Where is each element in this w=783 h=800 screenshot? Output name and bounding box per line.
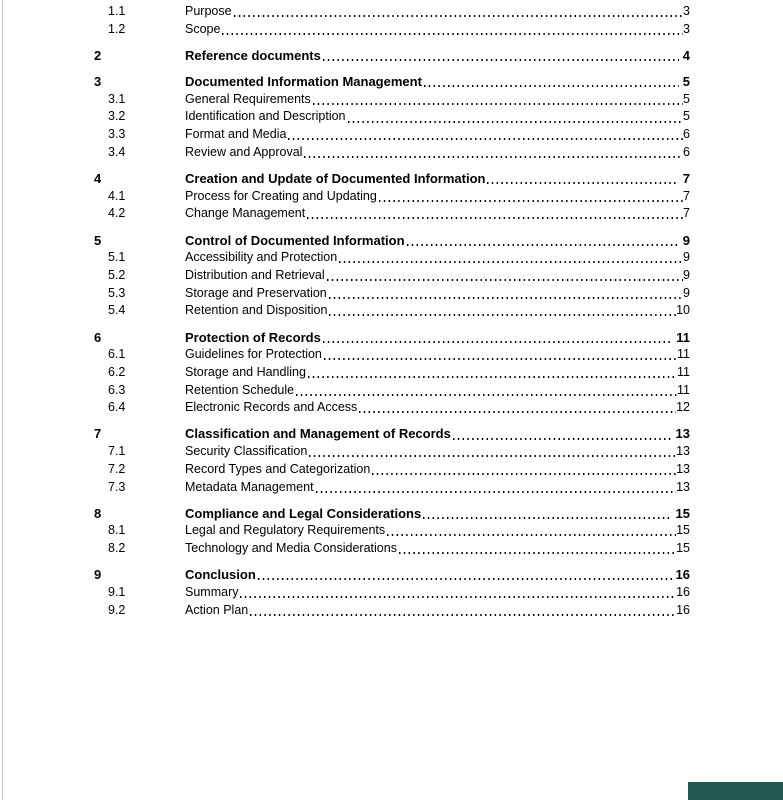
toc-entry[interactable]: [94, 267, 690, 285]
toc-entry-title: Conclusion: [185, 567, 256, 583]
toc-entry[interactable]: [94, 108, 690, 126]
toc-entry[interactable]: [94, 188, 690, 206]
toc-entry-page: 10: [676, 303, 690, 318]
toc-entry-title: Purpose: [185, 4, 232, 18]
dot-leader: [258, 569, 672, 583]
toc-entry[interactable]: [94, 170, 690, 188]
toc-entry-title: Identification and Description: [185, 109, 346, 124]
dot-leader: [234, 6, 683, 20]
toc-entry-number: 8.1: [108, 523, 126, 538]
toc-entry-page: 11: [676, 329, 690, 345]
toc-entry-number: 3: [94, 74, 102, 90]
toc-entry-number: 9.2: [108, 602, 126, 617]
corner-accent-block: [688, 782, 783, 800]
toc-entry-page: 11: [677, 382, 690, 397]
toc-entry[interactable]: [94, 329, 690, 347]
dot-leader: [359, 402, 676, 416]
dot-leader: [308, 367, 677, 381]
toc-entry-title: Scope: [185, 21, 221, 36]
toc-entry-page: 11: [677, 347, 690, 362]
toc-entry-title: Security Classification: [185, 444, 308, 459]
toc-entry-page: 12: [676, 400, 690, 415]
toc-entry-number: 7.3: [108, 479, 126, 494]
toc-entry-title: Metadata Management: [185, 479, 314, 494]
toc-entry-title: General Requirements: [185, 91, 311, 106]
toc-entry-number: 5: [94, 232, 102, 248]
toc-entry-title: Storage and Handling: [185, 364, 306, 379]
toc-entry-page: 9: [682, 232, 690, 248]
toc-entry-title: Record Types and Categorization: [185, 461, 371, 476]
toc-entry[interactable]: [94, 584, 690, 602]
toc-entry-number: 6.4: [108, 400, 126, 415]
toc-entry-number: 5.4: [108, 303, 126, 318]
dot-leader: [324, 349, 677, 363]
toc-entry[interactable]: [94, 249, 690, 267]
toc-entry-number: 5.1: [108, 250, 126, 265]
toc-entry[interactable]: [94, 91, 690, 109]
toc-entry[interactable]: [94, 443, 690, 461]
toc-entry-page: 3: [683, 4, 690, 18]
toc-entry-title: Classification and Management of Records: [185, 426, 451, 442]
toc-entry-title: Distribution and Retrieval: [185, 267, 325, 282]
toc-entry-page: 7: [683, 188, 690, 203]
toc-entry-page: 3: [683, 21, 690, 36]
dot-leader: [399, 543, 676, 557]
toc-entry-page: 15: [675, 505, 690, 521]
toc-entry-page: 16: [676, 584, 690, 599]
toc-entry[interactable]: [94, 505, 690, 523]
toc-entry[interactable]: [94, 47, 690, 65]
toc-entry-page: 5: [683, 91, 690, 106]
dot-leader: [424, 76, 679, 90]
toc-entry[interactable]: [94, 3, 690, 21]
toc-entry-page: 11: [677, 364, 690, 379]
toc-entry-number: 7.1: [108, 444, 126, 459]
toc-entry-title: Control of Documented Information: [185, 232, 405, 248]
dot-leader: [379, 190, 683, 204]
toc-entry-page: 9: [683, 267, 690, 282]
toc-entry[interactable]: [94, 461, 690, 479]
dot-leader: [288, 129, 683, 143]
toc-entry-title: Documented Information Management: [185, 74, 422, 90]
toc-entry-number: 4.1: [108, 188, 126, 203]
toc-entry-page: 13: [676, 461, 690, 476]
toc-entry-number: 1.2: [108, 21, 126, 36]
toc-entry[interactable]: [94, 522, 690, 540]
toc-entry-number: 3.1: [108, 91, 126, 106]
toc-entry-number: 9.1: [108, 584, 126, 599]
toc-entry[interactable]: [94, 566, 690, 584]
dot-leader: [329, 287, 683, 301]
toc-entry-page: 16: [675, 567, 690, 583]
toc-entry[interactable]: [94, 364, 690, 382]
toc-entry-title: Storage and Preservation: [185, 285, 327, 300]
dot-leader: [316, 481, 677, 495]
toc-entry-page: 6: [683, 144, 690, 159]
toc-entry-number: 5.2: [108, 267, 126, 282]
toc-entry[interactable]: [94, 425, 690, 443]
toc-entry-title: Summary: [185, 584, 239, 599]
toc-entry-page: 13: [675, 426, 690, 442]
toc-entry-title: Electronic Records and Access: [185, 400, 358, 415]
toc-entry-number: 3.3: [108, 127, 126, 142]
toc-entry-page: 15: [676, 523, 690, 538]
dot-leader: [323, 50, 679, 64]
toc-entry-page: 5: [683, 109, 690, 124]
toc-entry-page: 5: [682, 74, 690, 90]
dot-leader: [323, 331, 672, 345]
toc-entry-page: 7: [682, 171, 690, 186]
toc-entry[interactable]: [94, 602, 690, 620]
toc-entry-number: 3.2: [108, 109, 126, 124]
dot-leader: [304, 147, 683, 161]
toc-entry-page: 6: [683, 127, 690, 142]
toc-entry-title: Process for Creating and Updating: [185, 188, 377, 203]
dot-leader: [407, 234, 679, 248]
toc-entry-title: Technology and Media Considerations: [185, 541, 397, 556]
toc-entry[interactable]: [94, 346, 690, 364]
table-of-contents: [94, 3, 690, 619]
dot-leader: [487, 173, 678, 187]
toc-entry-number: 3.4: [108, 144, 126, 159]
toc-entry[interactable]: [94, 126, 690, 144]
toc-entry[interactable]: [94, 302, 690, 320]
toc-entry-number: 6.1: [108, 347, 126, 362]
toc-entry-number: 8.2: [108, 541, 126, 556]
toc-entry[interactable]: [94, 540, 690, 558]
dot-leader: [453, 428, 672, 442]
toc-entry[interactable]: [94, 144, 690, 162]
toc-entry-number: 4: [94, 171, 102, 186]
toc-entry-title: Change Management: [185, 206, 306, 221]
dot-leader: [296, 384, 677, 398]
toc-entry-number: 4.2: [108, 206, 126, 221]
dot-leader: [387, 525, 676, 539]
toc-entry-page: 7: [683, 206, 690, 221]
toc-entry-number: 5.3: [108, 285, 126, 300]
page-edge-line: [2, 0, 3, 800]
toc-entry[interactable]: [94, 479, 690, 497]
dot-leader: [307, 208, 683, 222]
toc-entry-number: 2: [94, 47, 102, 63]
toc-entry-number: 7.2: [108, 461, 126, 476]
toc-entry-page: 13: [676, 444, 690, 459]
dot-leader: [240, 587, 676, 601]
dot-leader: [327, 270, 683, 284]
toc-entry-page: 4: [682, 47, 690, 63]
toc-entry-title: Format and Media: [185, 127, 287, 142]
toc-entry-title: Reference documents: [185, 47, 321, 63]
toc-entry-number: 9: [94, 567, 102, 583]
toc-entry-number: 8: [94, 505, 102, 521]
toc-entry-number: 6.2: [108, 364, 126, 379]
toc-entry-title: Accessibility and Protection: [185, 250, 338, 265]
toc-entry-number: 7: [94, 426, 102, 442]
toc-entry-number: 6: [94, 329, 102, 345]
toc-entry-title: Review and Approval: [185, 144, 303, 159]
dot-leader: [313, 93, 683, 107]
toc-entry-title: Protection of Records: [185, 329, 321, 345]
toc-entry-page: 9: [683, 250, 690, 265]
toc-entry[interactable]: [94, 21, 690, 39]
toc-entry-page: 16: [676, 602, 690, 617]
toc-entry-title: Retention and Disposition: [185, 303, 328, 318]
dot-leader: [348, 111, 684, 125]
toc-entry-title: Action Plan: [185, 602, 249, 617]
toc-entry-page: 15: [676, 541, 690, 556]
dot-leader: [339, 252, 683, 266]
toc-entry-title: Legal and Regulatory Requirements: [185, 523, 386, 538]
toc-entry-title: Guidelines for Protection: [185, 347, 322, 362]
dot-leader: [222, 23, 683, 37]
dot-leader: [423, 507, 671, 521]
toc-entry[interactable]: [94, 285, 690, 303]
toc-entry-title: Creation and Update of Documented Information: [185, 171, 486, 186]
toc-entry-number: 6.3: [108, 382, 126, 397]
toc-entry[interactable]: [94, 73, 690, 91]
toc-entry-title: Compliance and Legal Considerations: [185, 505, 422, 521]
toc-entry[interactable]: [94, 399, 690, 417]
dot-leader: [309, 446, 676, 460]
dot-leader: [329, 305, 676, 319]
dot-leader: [250, 604, 676, 618]
toc-entry-number: 1.1: [108, 4, 126, 18]
toc-entry-title: Retention Schedule: [185, 382, 295, 397]
toc-entry-page: 9: [683, 285, 690, 300]
toc-entry-page: 13: [676, 479, 690, 494]
dot-leader: [372, 464, 676, 478]
toc-entry[interactable]: [94, 205, 690, 223]
toc-entry[interactable]: [94, 382, 690, 400]
toc-entry[interactable]: [94, 232, 690, 250]
